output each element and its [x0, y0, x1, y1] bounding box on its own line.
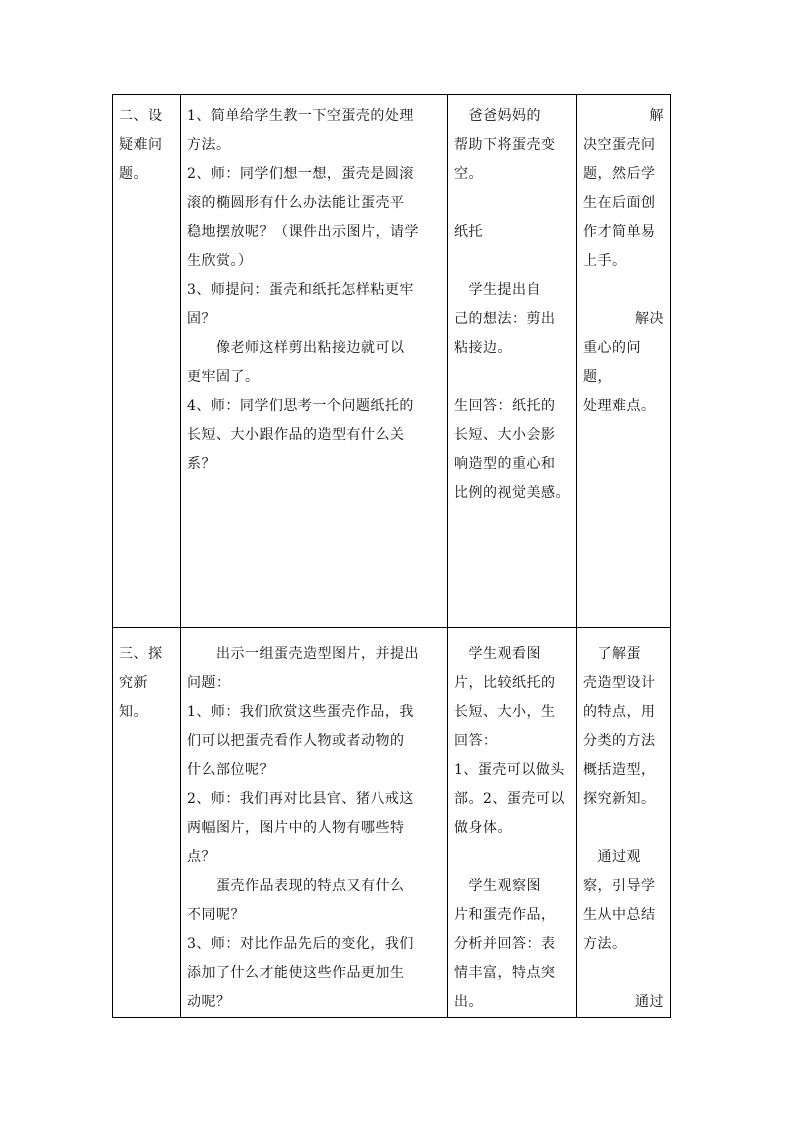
student-text: 回答： [454, 733, 498, 749]
intent-text: 概括造型， [583, 762, 656, 778]
intent-text: 通过观 [583, 849, 641, 865]
spacer [454, 247, 570, 276]
student-text: 己的想法：剪出 [454, 311, 556, 327]
teacher-text: 4、师：同学们思考一个问题纸托的 [187, 398, 414, 414]
teacher-text: 稳地摆放呢？（课件出示图片，请学 [187, 224, 419, 240]
student-text: 长短、大小会影 [454, 427, 556, 443]
teacher-text: 滚的椭圆形有什么办法能让蛋壳平 [187, 195, 405, 211]
student-text: 比例的视觉美感。 [454, 485, 570, 501]
teacher-text: 像老师这样剪出粘接边就可以 [187, 340, 405, 356]
intent-text: 方法。 [583, 936, 627, 952]
student-text: 学生观察图 [454, 878, 541, 894]
intent-text: 通过 [635, 994, 664, 1010]
intent-text: 壳造型设计 [583, 675, 656, 691]
student-text: 分析并回答：表 [454, 936, 556, 952]
teacher-text: 问题： [187, 675, 231, 691]
teacher-text: 3、师提问：蛋壳和纸托怎样粘更牢 [187, 282, 414, 298]
student-text: 长短、大小，生 [454, 704, 556, 720]
spacer [454, 363, 570, 392]
intent-text: 解决 [635, 311, 664, 327]
student-text: 爸爸妈妈的 [454, 108, 541, 124]
student-text: 片，比较纸托的 [454, 675, 556, 691]
student-text: 1、蛋壳可以做头 [454, 762, 565, 778]
teacher-text: 长短、大小跟作品的造型有什么关 [187, 427, 405, 443]
student-text: 片和蛋壳作品， [454, 907, 556, 923]
teacher-text: 们可以把蛋壳看作人物或者动物的 [187, 733, 405, 749]
intent-text: 探究新知。 [583, 791, 656, 807]
student-text: 情丰富，特点突 [454, 965, 556, 981]
teacher-text: 两幅图片，图片中的人物有哪些特 [187, 820, 405, 836]
stage-text: 疑难问 [119, 137, 163, 153]
teacher-text: 2、师：同学们想一想，蛋壳是圆滚 [187, 166, 414, 182]
intent-text: 决空蛋壳问 [583, 137, 656, 153]
student-text: 纸托 [454, 224, 483, 240]
teacher-text: 固？ [187, 311, 216, 327]
stage-text: 究新知。 [119, 675, 148, 720]
teacher-text: 1、师：我们欣赏这些蛋壳作品，我 [187, 704, 414, 720]
intent-text: 作才简单易 [583, 224, 656, 240]
teacher-activity-cell [181, 95, 448, 628]
design-intent-cell [577, 95, 671, 628]
stage-cell [113, 628, 181, 1018]
lesson-plan-table [112, 94, 671, 1018]
intent-text: 处理难点。 [583, 398, 656, 414]
student-text: 空。 [454, 166, 483, 182]
stage-text: 题。 [119, 166, 148, 182]
intent-text: 察，引导学 [583, 878, 656, 894]
spacer [583, 959, 664, 988]
teacher-text: 1、简单给学生教一下空蛋壳的处理 [187, 108, 414, 124]
intent-text: 重心的问题， [583, 340, 641, 385]
student-text: 粘接边。 [454, 340, 512, 356]
teacher-text: 生欣赏。） [187, 253, 253, 269]
stage-text: 二、设 [119, 108, 163, 124]
design-intent-cell [577, 628, 671, 1018]
stage-cell [113, 95, 181, 628]
intent-text: 了解蛋 [583, 646, 641, 662]
spacer [454, 189, 570, 218]
student-text: 生回答：纸托的 [454, 398, 556, 414]
intent-text: 题，然后学 [583, 166, 656, 182]
spacer [454, 843, 570, 872]
teacher-text: 方法。 [187, 137, 231, 153]
student-text: 响造型的重心和 [454, 456, 556, 472]
student-text: 学生观看图 [454, 646, 541, 662]
teacher-text: 添加了什么才能使这些作品更加生 [187, 965, 405, 981]
intent-text: 生在后面创 [583, 195, 656, 211]
teacher-text: 点？ [187, 849, 216, 865]
student-activity-cell [448, 95, 577, 628]
table-row [113, 95, 671, 628]
teacher-text: 不同呢？ [187, 907, 245, 923]
intent-text: 上手。 [583, 253, 627, 269]
stage-text: 三、探 [119, 646, 163, 662]
spacer [583, 276, 664, 305]
spacer [583, 814, 664, 843]
student-text: 做身体。 [454, 820, 512, 836]
teacher-text: 出示一组蛋壳造型图片，并提出 [187, 646, 419, 662]
intent-text: 生从中总结 [583, 907, 656, 923]
student-text: 出。 [454, 994, 483, 1010]
teacher-text: 什么部位呢？ [187, 762, 274, 778]
intent-text: 解 [649, 108, 664, 124]
student-activity-cell [448, 628, 577, 1018]
teacher-text: 2、师：我们再对比县官、猪八戒这 [187, 791, 414, 807]
intent-text: 分类的方法 [583, 733, 656, 749]
teacher-text: 系？ [187, 456, 216, 472]
teacher-text: 更牢固了。 [187, 369, 260, 385]
table-row [113, 628, 671, 1018]
teacher-activity-cell [181, 628, 448, 1018]
teacher-text: 蛋壳作品表现的特点又有什么 [187, 878, 405, 894]
student-text: 部。2、蛋壳可以 [454, 791, 565, 807]
teacher-text: 3、师：对比作品先后的变化，我们 [187, 936, 414, 952]
intent-text: 的特点，用 [583, 704, 656, 720]
teacher-text: 动呢？ [187, 994, 231, 1010]
student-text: 帮助下将蛋壳变 [454, 137, 556, 153]
student-text: 学生提出自 [454, 282, 541, 298]
